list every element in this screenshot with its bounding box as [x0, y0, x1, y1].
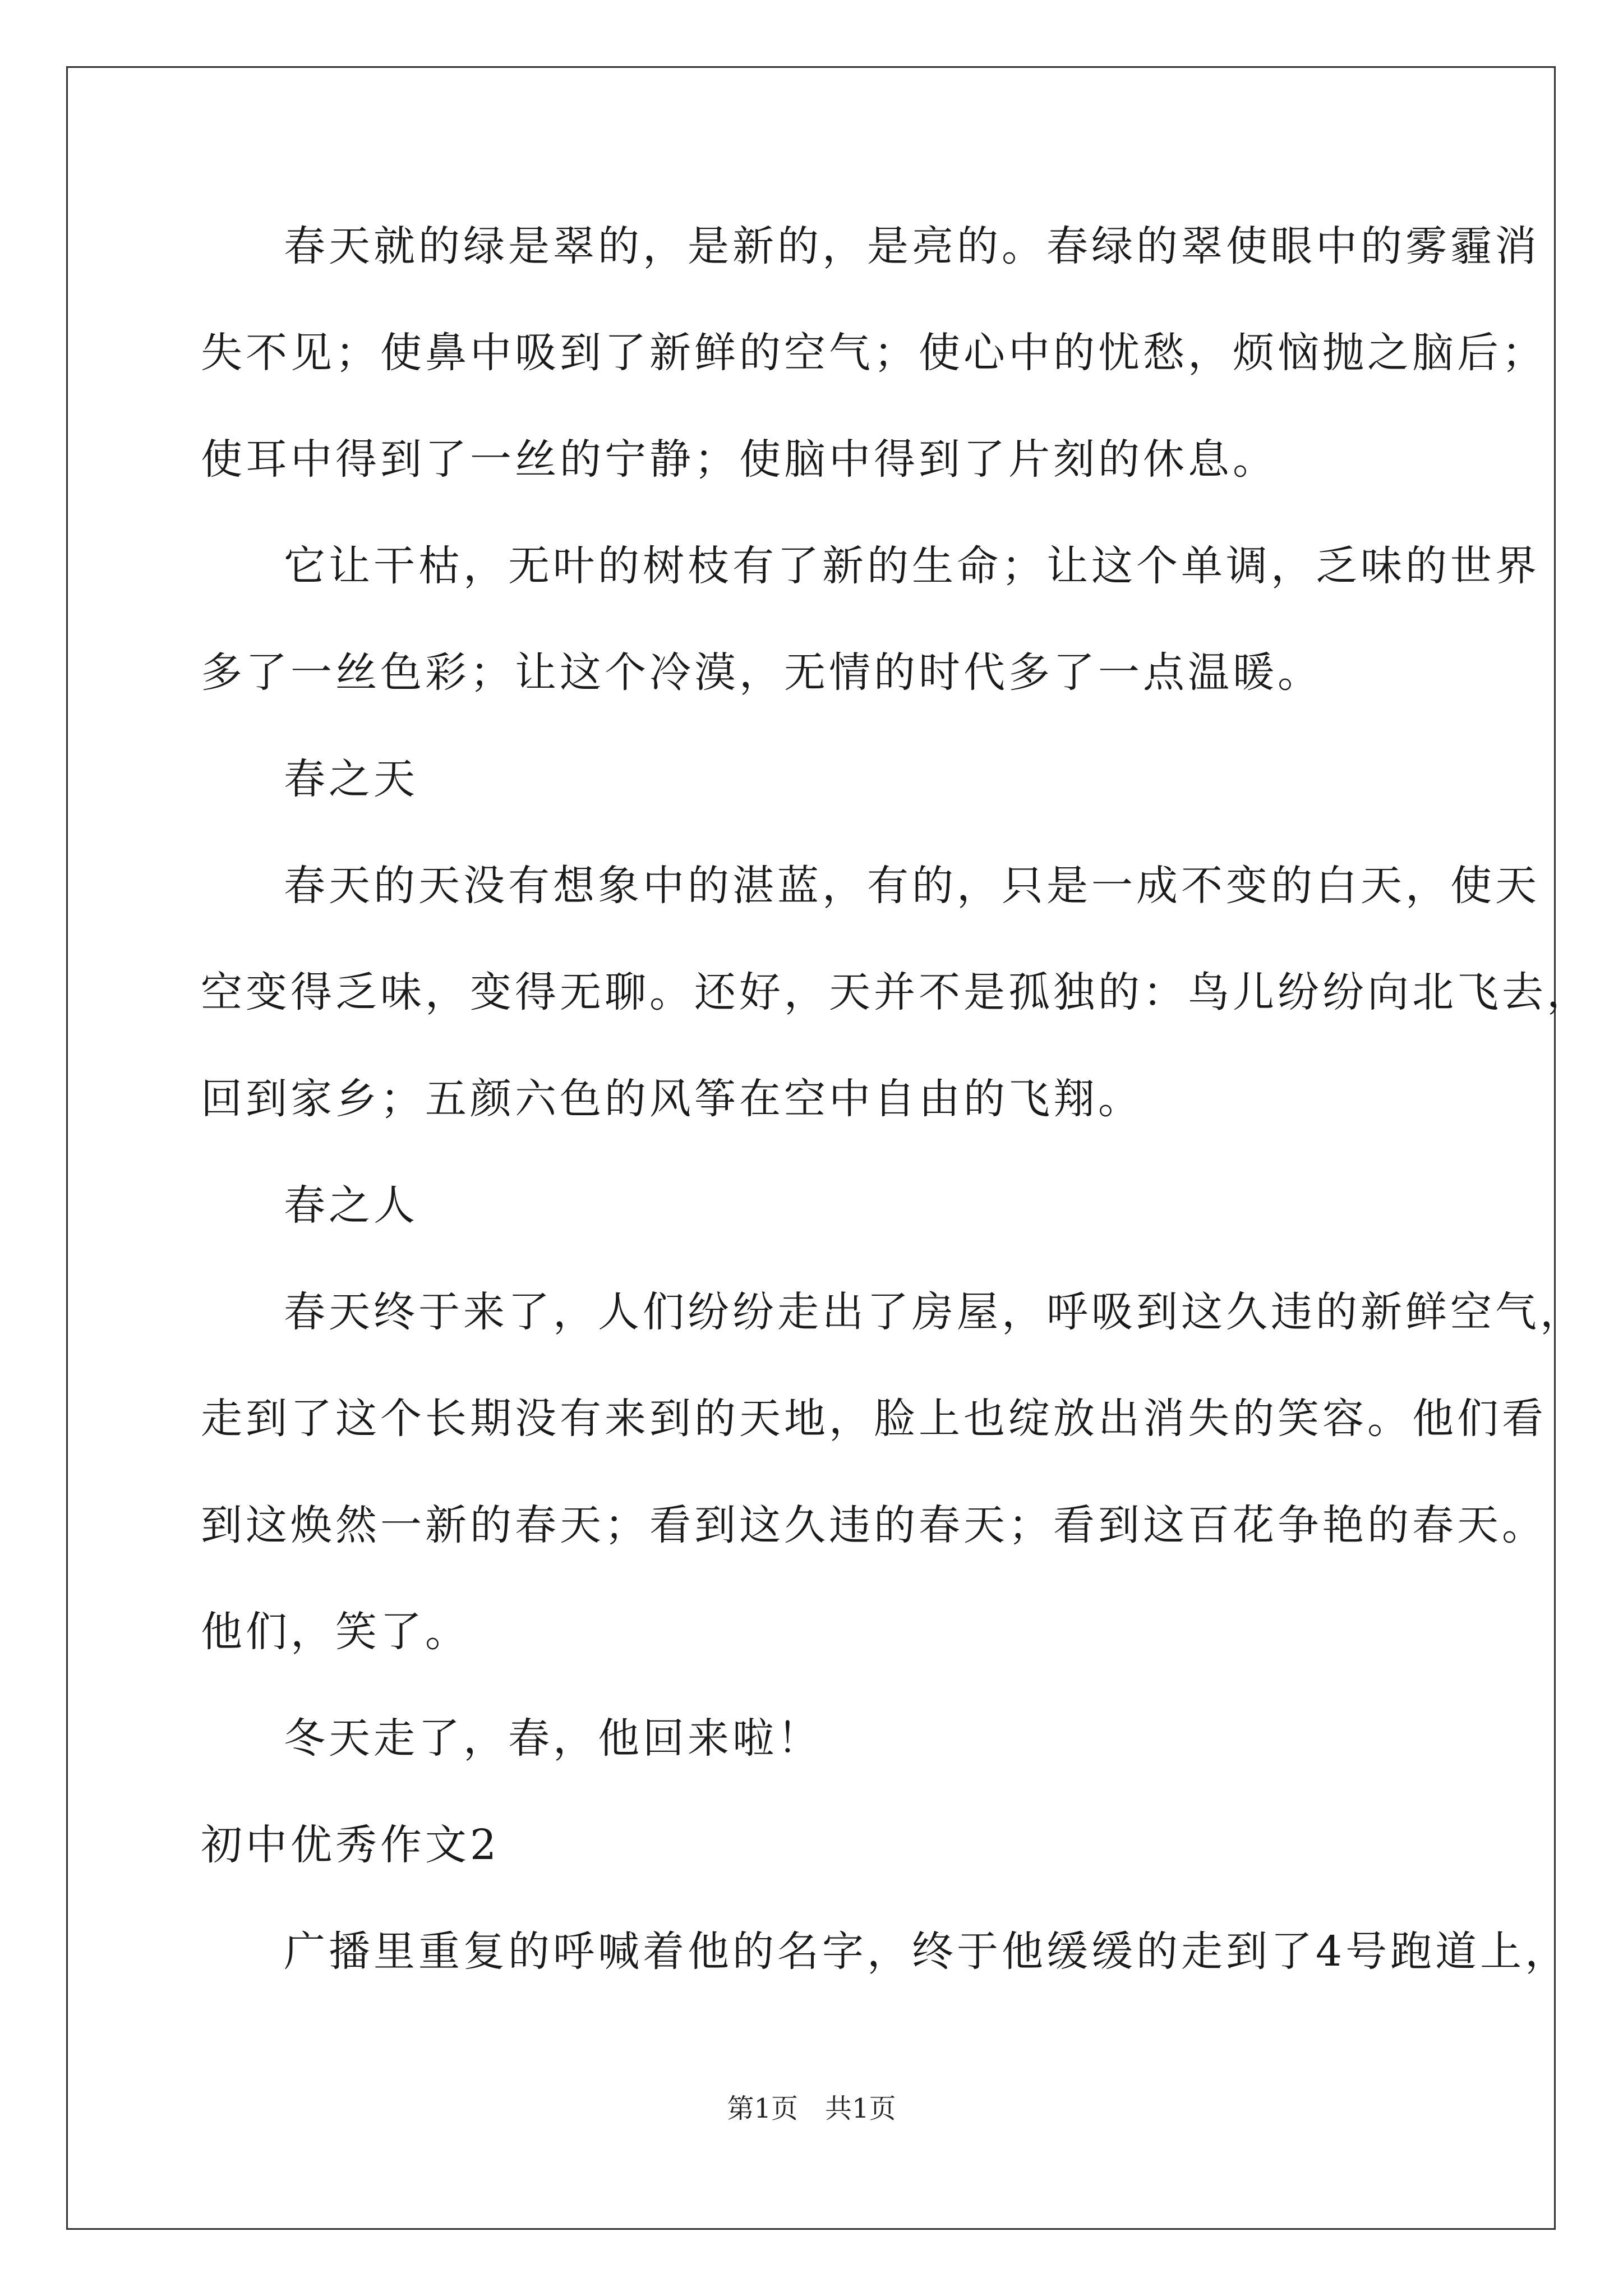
page-number-footer: 第1页 共1页: [727, 2093, 896, 2124]
paragraph-line: 他们，笑了。: [201, 1608, 470, 1656]
paragraph-line: 回到家乡；五颜六色的风筝在空中自由的飞翔。: [201, 1075, 1143, 1123]
paragraph-line: 使耳中得到了一丝的宁静；使脑中得到了片刻的休息。: [201, 435, 1278, 484]
paragraph-line: 春天的天没有想象中的湛蓝，有的，只是一成不变的白天，使天: [284, 862, 1540, 910]
paragraph-line: 失不见；使鼻中吸到了新鲜的空气；使心中的忧愁，烦恼抛之脑后；: [201, 329, 1547, 377]
essay-title: 初中优秀作文2: [201, 1821, 500, 1869]
section-heading: 春之人: [284, 1181, 418, 1230]
paragraph-line: 多了一丝色彩；让这个冷漠，无情的时代多了一点温暖。: [201, 648, 1322, 697]
paragraph-line: 春天终于来了，人们纷纷走出了房屋，呼吸到这久违的新鲜空气，: [284, 1288, 1585, 1336]
document-body: [201, 213, 1592, 2025]
paragraph-line: 空变得乏味，变得无聊。还好，天并不是孤独的：鸟儿纷纷向北飞去，: [201, 968, 1592, 1016]
paragraph-line: 冬天走了，春，他回来啦！: [284, 1714, 822, 1763]
section-heading: 春之天: [284, 755, 418, 803]
paragraph-line: 它让干枯，无叶的树枝有了新的生命；让这个单调，乏味的世界: [284, 542, 1540, 590]
paragraph-line: 广播里重复的呼喊着他的名字，终于他缓缓的走到了4号跑道上，: [284, 1927, 1570, 1976]
paragraph-line: 到这焕然一新的春天；看到这久违的春天；看到这百花争艳的春天。: [201, 1501, 1547, 1549]
paragraph-line: 春天就的绿是翠的，是新的，是亮的。春绿的翠使眼中的雾霾消: [284, 222, 1540, 270]
paragraph-line: 走到了这个长期没有来到的天地，脸上也绽放出消失的笑容。他们看: [201, 1395, 1547, 1443]
